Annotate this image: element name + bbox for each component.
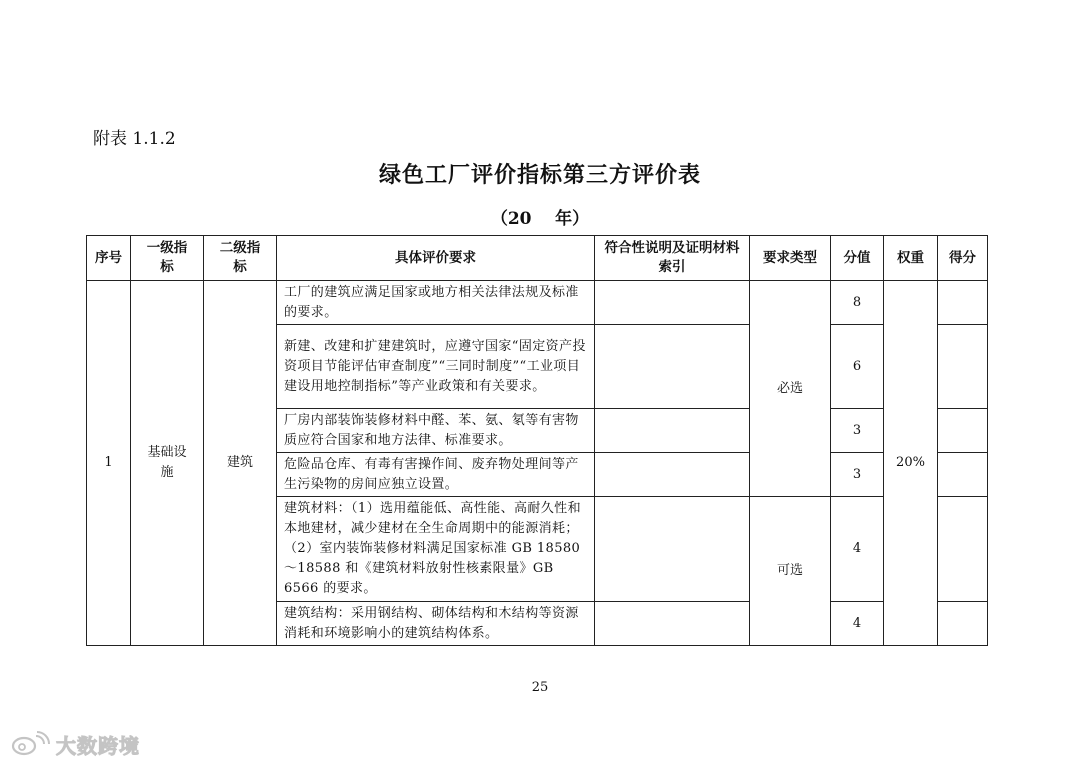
header-score: 分值 <box>831 236 884 281</box>
header-req-type: 要求类型 <box>750 236 831 281</box>
header-weight: 权重 <box>884 236 938 281</box>
score-cell: 6 <box>831 325 884 409</box>
level1-cell: 基础设施 <box>131 281 204 646</box>
score-cell: 4 <box>831 602 884 646</box>
req-type-required: 必选 <box>750 281 831 497</box>
score-cell: 3 <box>831 453 884 497</box>
compliance-cell[interactable] <box>595 497 750 602</box>
page-number: 25 <box>531 680 549 695</box>
year-label: （20 年） <box>490 209 590 229</box>
weibo-logo-icon <box>10 730 52 758</box>
page-title: 绿色工厂评价指标第三方评价表 <box>378 162 701 188</box>
table-header-row <box>87 236 988 281</box>
header-requirement: 具体评价要求 <box>277 236 595 281</box>
watermark <box>10 728 140 760</box>
header-earned: 得分 <box>938 236 988 281</box>
weight-cell: 20% <box>884 281 938 646</box>
score-cell: 4 <box>831 497 884 602</box>
requirement-cell: 危险品仓库、有毒有害操作间、废弃物处理间等产生污染物的房间应独立设置。 <box>277 453 595 497</box>
compliance-cell[interactable] <box>595 453 750 497</box>
table-row <box>87 281 988 325</box>
score-cell: 3 <box>831 409 884 453</box>
requirement-cell: 建筑结构：采用钢结构、砌体结构和木结构等资源消耗和环境影响小的建筑结构体系。 <box>277 602 595 646</box>
earned-cell[interactable] <box>938 325 988 409</box>
watermark-text: 大数跨境 <box>56 733 140 758</box>
score-cell: 8 <box>831 281 884 325</box>
earned-cell[interactable] <box>938 497 988 602</box>
evaluation-table <box>86 235 988 646</box>
compliance-cell[interactable] <box>595 281 750 325</box>
earned-cell[interactable] <box>938 602 988 646</box>
requirement-cell: 新建、改建和扩建建筑时，应遵守国家“固定资产投资项目节能评估审查制度”“三同时制度”“工业项目建设用地控制指标”等产业政策和有关要求。 <box>277 325 595 409</box>
seq-cell: 1 <box>87 281 131 646</box>
compliance-cell[interactable] <box>595 602 750 646</box>
requirement-cell: 工厂的建筑应满足国家或地方相关法律法规及标准的要求。 <box>277 281 595 325</box>
header-level1: 一级指标 <box>131 236 204 281</box>
requirement-cell: 建筑材料：（1）选用蕴能低、高性能、高耐久性和本地建材，减少建材在全生命周期中的能源消耗；（2）室内装饰装修材料满足国家标准 GB 18580～18588 和《建筑材料放射性核素限量》GB 6566 的要求。 <box>277 497 595 602</box>
requirement-cell: 厂房内部装饰装修材料中醛、苯、氨、氡等有害物质应符合国家和地方法律、标准要求。 <box>277 409 595 453</box>
earned-cell[interactable] <box>938 409 988 453</box>
earned-cell[interactable] <box>938 453 988 497</box>
header-level2: 二级指标 <box>204 236 277 281</box>
header-seq: 序号 <box>87 236 131 281</box>
header-compliance: 符合性说明及证明材料索引 <box>595 236 750 281</box>
earned-cell[interactable] <box>938 281 988 325</box>
req-type-optional: 可选 <box>750 497 831 646</box>
appendix-label: 附表 1.1.2 <box>93 129 176 149</box>
compliance-cell[interactable] <box>595 325 750 409</box>
compliance-cell[interactable] <box>595 409 750 453</box>
level2-cell: 建筑 <box>204 281 277 646</box>
